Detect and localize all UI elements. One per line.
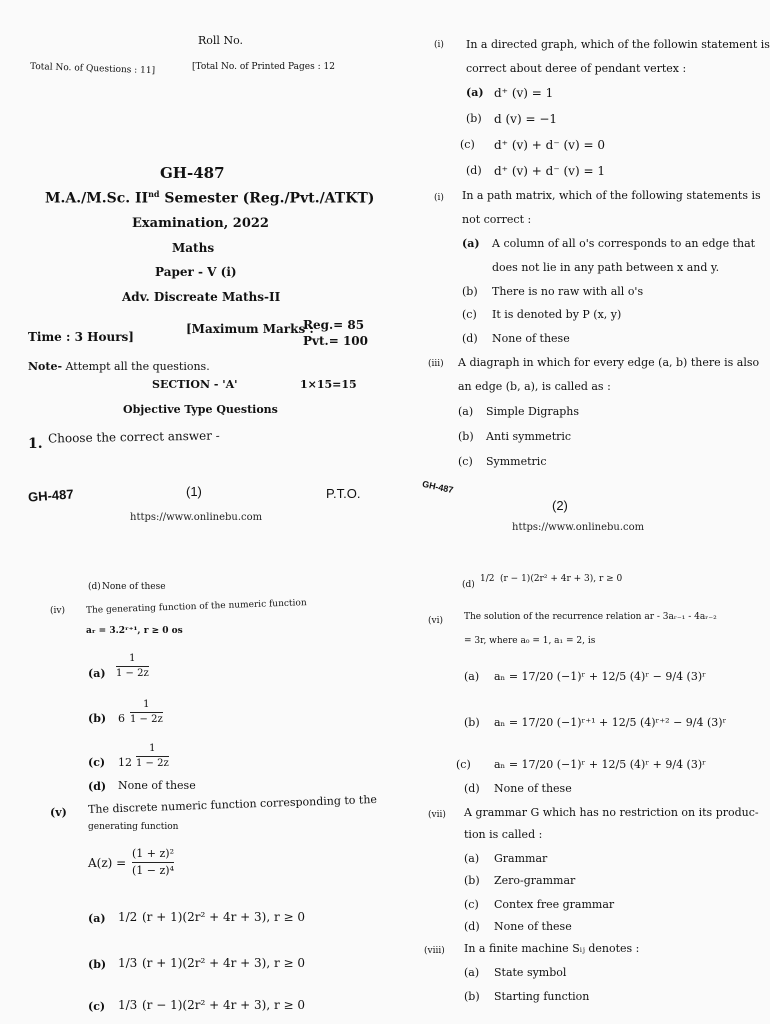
option-label: (a) <box>464 852 480 865</box>
section-title: SECTION - 'A' <box>152 378 238 391</box>
option-label: (c) <box>464 898 479 911</box>
question-text: generating function <box>88 822 179 832</box>
option-label: (b) <box>458 430 474 443</box>
question-text: aᵣ = 3.2ʳ⁺¹, r ≥ 0 os <box>86 626 183 636</box>
page-4 <box>384 512 768 1024</box>
footer-page-number: (1) <box>186 484 202 499</box>
footer-code: GH-487 <box>421 478 455 496</box>
question-text: A diagraph in which for every edge (a, b) there is also <box>458 356 760 369</box>
option-text: Symmetric <box>486 455 547 468</box>
question-text: A grammar G which has no restriction on its produc- <box>464 806 759 819</box>
question-number: (vii) <box>428 810 446 820</box>
printed-pages: [Total No. of Printed Pages : 12 <box>192 62 335 72</box>
question-text: an edge (b, a), is called as : <box>458 380 611 393</box>
option-text: None of these <box>494 782 572 795</box>
option-text: Starting function <box>494 990 590 1003</box>
question-text: In a directed graph, which of the followin statement is <box>466 38 770 51</box>
option-label: (c) <box>456 758 471 771</box>
option-label: (a) <box>458 405 474 418</box>
option-label: (c) <box>88 756 106 769</box>
option-text: None of these <box>494 920 572 933</box>
option-text: A column of all o's corresponds to an edge that <box>492 237 756 250</box>
option-label: (c) <box>462 308 477 321</box>
option-fraction: 1/2 <box>480 574 495 584</box>
option-text: d⁺ (v) + d⁻ (v) = 1 <box>494 164 605 178</box>
option-label: (d) <box>462 580 475 590</box>
option-label: (b) <box>464 716 480 729</box>
question-number: (vi) <box>428 616 443 626</box>
question-text: = 3r, where a₀ = 1, a₁ = 2, is <box>464 636 596 646</box>
time: Time : 3 Hours] <box>28 330 134 344</box>
option-label: (a) <box>462 237 480 250</box>
option-label: (b) <box>464 990 480 1003</box>
reg-marks: Reg.= 85 <box>303 318 365 332</box>
footer-url: https://www.onlinebu.com <box>130 512 263 523</box>
option-label: (a) <box>464 966 480 979</box>
option-label: (b) <box>88 958 107 971</box>
question-text: not correct : <box>462 213 532 226</box>
total-questions: Total No. of Questions : 11] <box>29 61 156 77</box>
page-3 <box>0 512 384 1024</box>
option-label: (c) <box>458 455 473 468</box>
note: Note- Attempt all the questions. <box>28 360 210 373</box>
option-label: (d) <box>88 582 101 592</box>
generating-function-fraction: (1 + z)² (1 − z)⁴ <box>132 847 174 877</box>
option-text: Zero-grammar <box>494 874 576 887</box>
option-text: aₙ = 17/20 (−1)ʳ + 12/5 (4)ʳ − 9/4 (3)ʳ <box>494 670 706 683</box>
option-text: (r − 1)(2r² + 4r + 3), r ≥ 0 <box>142 998 306 1012</box>
option-label: (c) <box>460 138 475 151</box>
option-text: (r + 1)(2r² + 4r + 3), r ≥ 0 <box>142 956 306 970</box>
option-label: (a) <box>466 86 484 99</box>
option-text: aₙ = 17/20 (−1)ʳ + 12/5 (4)ʳ + 9/4 (3)ʳ <box>494 758 706 771</box>
option-coefficient: 12 <box>118 756 132 769</box>
option-text: State symbol <box>494 966 567 979</box>
option-label: (d) <box>464 782 480 795</box>
question-text: Choose the correct answer - <box>47 428 220 446</box>
option-label: (d) <box>466 164 482 177</box>
option-coefficient: 6 <box>118 712 125 725</box>
question-number: (viii) <box>424 946 445 956</box>
question-number: (v) <box>50 806 67 819</box>
option-text: None of these <box>492 332 570 345</box>
option-text: Simple Digraphs <box>486 405 580 418</box>
footer-pto: P.T.O. <box>326 486 361 501</box>
option-text: None of these <box>102 582 166 592</box>
question-number: (iii) <box>428 359 444 369</box>
option-fraction: 1 1 − 2z <box>116 653 149 679</box>
option-label: (a) <box>464 670 480 683</box>
option-label: (a) <box>88 667 106 680</box>
section-marks: 1×15=15 <box>300 378 357 391</box>
question-text: The solution of the recurrence relation ar - 3aᵣ₋₁ - 4aᵣ₋₂ <box>464 612 717 622</box>
question-number: (i) <box>434 40 444 50</box>
footer-page-number: (2) <box>552 498 568 513</box>
option-text: d (v) = −1 <box>494 112 558 126</box>
option-label: (a) <box>88 912 106 925</box>
option-label: (b) <box>466 112 482 125</box>
option-fraction: 1/3 <box>118 998 138 1012</box>
option-fraction: 1/3 <box>118 956 138 970</box>
max-marks: [Maximum Marks : <box>186 322 314 336</box>
question-text: The generating function of the numeric function <box>85 598 307 616</box>
paper-number: Paper - V (i) <box>155 265 237 279</box>
option-text: None of these <box>118 779 196 792</box>
option-text: d⁺ (v) + d⁻ (v) = 0 <box>494 138 605 152</box>
option-text: d⁺ (v) = 1 <box>494 86 554 100</box>
subject: Maths <box>172 241 215 255</box>
question-text: The discrete numeric function corresponding to the <box>87 792 378 817</box>
question-text: In a path matrix, which of the following statements is <box>462 189 761 202</box>
option-text: It is denoted by P (x, y) <box>492 308 622 321</box>
option-text: does not lie in any path between x and y. <box>492 261 720 274</box>
question-number: 1. <box>28 436 43 452</box>
question-number: (i) <box>434 193 444 203</box>
option-text: Contex free grammar <box>494 898 615 911</box>
option-label: (b) <box>464 874 480 887</box>
question-number: (iv) <box>50 606 65 616</box>
option-text: aₙ = 17/20 (−1)ʳ⁺¹ + 12/5 (4)ʳ⁺² − 9/4 (3)ʳ <box>494 716 727 729</box>
question-text: tion is called : <box>464 828 543 841</box>
option-text: (r − 1)(2r² + 4r + 3), r ≥ 0 <box>500 574 623 584</box>
roll-no: Roll No. <box>198 34 243 47</box>
course-line: M.A./M.Sc. IInd Semester (Reg./Pvt./ATKT) <box>45 189 375 207</box>
page-1 <box>0 0 384 523</box>
page-2 <box>384 0 768 512</box>
pvt-marks: Pvt.= 100 <box>303 334 368 348</box>
option-fraction: 1 1 − 2z <box>136 743 169 769</box>
option-label: (d) <box>88 780 107 793</box>
generating-function-lhs: A(z) = <box>88 856 127 870</box>
paper-title: Adv. Discreate Maths-II <box>122 290 281 304</box>
option-text: (r + 1)(2r² + 4r + 3), r ≥ 0 <box>142 910 306 924</box>
question-text: correct about deree of pendant vertex : <box>466 62 687 75</box>
option-fraction: 1 1 − 2z <box>130 699 163 725</box>
option-fraction: 1/2 <box>118 910 138 924</box>
option-label: (b) <box>88 712 107 725</box>
option-text: Grammar <box>494 852 548 865</box>
exam-year: Examination, 2022 <box>132 216 269 231</box>
footer-code: GH-487 <box>27 486 74 505</box>
option-label: (b) <box>462 285 478 298</box>
objective-heading: Objective Type Questions <box>123 403 278 416</box>
paper-code: GH-487 <box>160 164 225 182</box>
option-label: (c) <box>88 1000 106 1013</box>
footer-url: https://www.onlinebu.com <box>512 522 645 533</box>
option-label: (d) <box>464 920 480 933</box>
option-text: Anti symmetric <box>486 430 572 443</box>
option-text: There is no raw with all o's <box>492 285 644 298</box>
question-text: In a finite machine Sᵢⱼ denotes : <box>464 942 640 955</box>
option-label: (d) <box>462 332 478 345</box>
